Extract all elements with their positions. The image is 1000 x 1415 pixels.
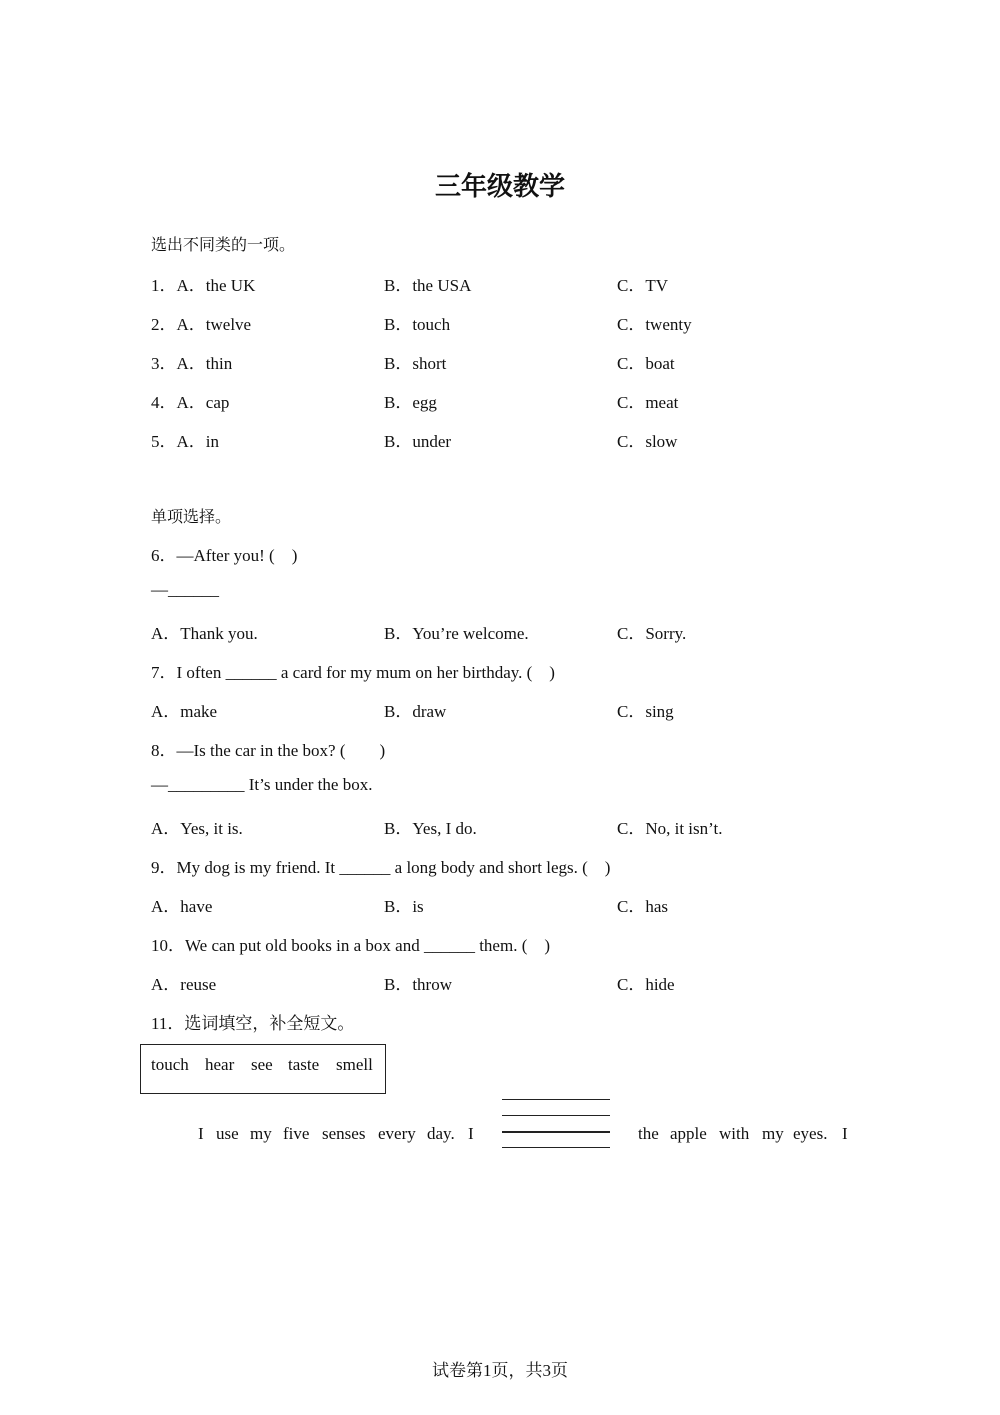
option-a: A．have (151, 897, 213, 916)
page-title: 三年级教学 (434, 172, 565, 202)
word-bank-word: taste (288, 1055, 320, 1074)
passage-word: I (468, 1124, 474, 1143)
word-bank-word: hear (205, 1055, 235, 1074)
passage-word: I (198, 1124, 204, 1143)
question-3-option-c: C．boat (617, 354, 675, 373)
section-2-heading: 单项选择。 (151, 507, 232, 526)
question-10-options (151, 970, 851, 994)
question-row (151, 427, 851, 451)
question-5-option-a: 5．A．in (151, 432, 219, 451)
question-6-stem: 6．—After you! ( ) (151, 546, 298, 565)
question-2-option-c: C．twenty (617, 315, 692, 334)
word-bank-word: see (251, 1055, 273, 1074)
word-bank-word: smell (336, 1055, 373, 1074)
question-5-option-c: C．slow (617, 432, 678, 451)
question-7-stem: 7．I often ______ a card for my mum on her birthday. ( ) (151, 663, 555, 682)
answer-line (502, 1131, 610, 1133)
option-b: B．is (384, 897, 424, 916)
option-b: B．Yes, I do. (384, 819, 477, 838)
passage-word: apple (670, 1124, 707, 1143)
question-2-option-a: 2．A．twelve (151, 315, 252, 334)
question-7-options (151, 697, 851, 721)
option-a: A．Yes, it is. (151, 819, 243, 838)
question-row (151, 349, 851, 373)
passage-word: senses (322, 1124, 366, 1143)
passage-word: with (719, 1124, 750, 1143)
word-bank (140, 1044, 386, 1094)
question-3-option-b: B．short (384, 354, 447, 373)
question-4-option-c: C．meat (617, 393, 679, 412)
passage-word: day. (427, 1124, 455, 1143)
question-9-options (151, 892, 851, 916)
answer-line (502, 1115, 610, 1116)
option-a: A．reuse (151, 975, 217, 994)
option-b: B．draw (384, 702, 447, 721)
question-5-option-b: B．under (384, 432, 452, 451)
page-footer: 试卷第1页，共3页 (432, 1361, 568, 1380)
answer-line (502, 1099, 610, 1100)
question-4-option-b: B．egg (384, 393, 437, 412)
question-4-option-a: 4．A．cap (151, 393, 230, 412)
question-1-option-c: C．TV (617, 276, 668, 295)
answer-line (502, 1147, 610, 1148)
section-1-heading: 选出不同类的一项。 (151, 235, 296, 254)
option-b: B．You’re welcome. (384, 624, 529, 643)
passage-word: five (283, 1124, 310, 1143)
question-row (151, 271, 851, 295)
question-row (151, 388, 851, 412)
question-10-stem: 10．We can put old books in a box and ______ them. ( ) (151, 936, 551, 955)
question-8-stem: 8．—Is the car in the box? ( ) (151, 741, 386, 760)
passage-word: every (378, 1124, 416, 1143)
question-1-option-a: 1．A．the UK (151, 276, 256, 295)
question-1-option-b: B．the USA (384, 276, 472, 295)
passage-word: eyes. (793, 1124, 828, 1143)
question-6-reply: —______ (151, 580, 219, 599)
option-c: C．No, it isn’t. (617, 819, 723, 838)
passage-word: I (842, 1124, 848, 1143)
word-bank-word: touch (151, 1055, 189, 1074)
option-c: C．hide (617, 975, 675, 994)
question-9-stem: 9．My dog is my friend. It ______ a long body and short legs. ( ) (151, 858, 611, 877)
option-c: C．has (617, 897, 668, 916)
passage-word: my (762, 1124, 784, 1143)
question-8-options (151, 814, 851, 838)
question-6-options (151, 619, 851, 643)
option-c: C．Sorry. (617, 624, 687, 643)
option-a: A．Thank you. (151, 624, 258, 643)
question-11-text: 11．选词填空，补全短文。 (151, 1014, 355, 1033)
passage-word: my (250, 1124, 272, 1143)
option-c: C．sing (617, 702, 674, 721)
question-8-reply: —_________ It’s under the box. (151, 775, 373, 794)
passage-word: the (638, 1124, 659, 1143)
option-b: B．throw (384, 975, 452, 994)
question-row (151, 310, 851, 334)
question-3-option-a: 3．A．thin (151, 354, 233, 373)
passage-word: use (216, 1124, 239, 1143)
question-11-stem (151, 1009, 354, 1034)
question-2-option-b: B．touch (384, 315, 451, 334)
option-a: A．make (151, 702, 218, 721)
